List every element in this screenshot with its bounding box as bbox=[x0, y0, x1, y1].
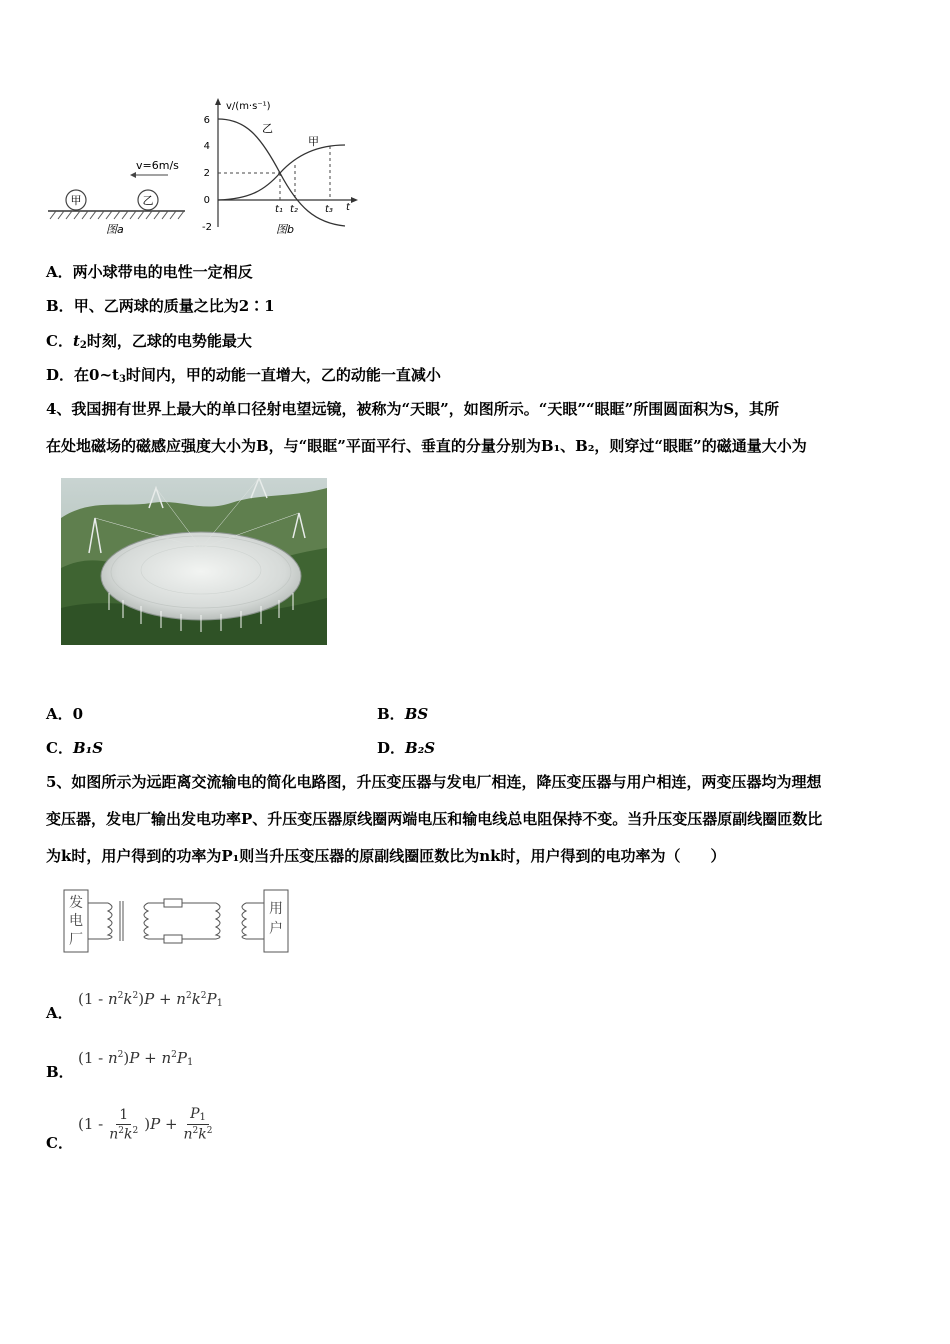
q5-stem-line-3: 为k时，用户得到的功率为P₁则当升压变压器的原副线圈匝数比为nk时，用户得到的电功率为（ ） bbox=[46, 847, 726, 865]
y-axis-label: v/(m·s⁻¹) bbox=[226, 101, 271, 112]
q3-option-b[interactable] bbox=[46, 296, 275, 316]
y-tick-6: 6 bbox=[203, 115, 210, 126]
y-tick-4: 4 bbox=[203, 141, 210, 152]
figure-a bbox=[48, 159, 185, 236]
option-text: 时间内，甲的动能一直增大，乙的动能一直减小 bbox=[125, 366, 441, 384]
plant-label-2: 电 bbox=[69, 913, 83, 929]
option-label: D． bbox=[377, 739, 406, 757]
q4-option-b[interactable] bbox=[377, 704, 428, 724]
q4-stem-line-1: 4、我国拥有世界上最大的单口径射电望远镜，被称为“天眼”，如图所示。“天眼”“眼眶”所围圆面积为S，其所 bbox=[46, 400, 780, 418]
formula-b: $(1 - n^2)P + n^2P_1$ bbox=[78, 1049, 194, 1068]
transmission-circuit bbox=[60, 885, 292, 957]
plant-label-3: 厂 bbox=[69, 932, 83, 948]
option-label: C． bbox=[46, 739, 73, 757]
t2-label: t₂ bbox=[290, 204, 298, 215]
q5-option-a[interactable] bbox=[46, 1003, 73, 1023]
option-text: 时刻，乙球的电势能最大 bbox=[86, 332, 252, 350]
option-text: B₂S bbox=[405, 739, 436, 757]
y-tick-0: 0 bbox=[203, 195, 210, 206]
line-resistor-bottom bbox=[164, 935, 182, 943]
step-up-secondary-coil bbox=[144, 903, 148, 939]
curve-jia-label: 甲 bbox=[308, 135, 319, 148]
t3-label: t₃ bbox=[325, 204, 333, 215]
option-label: A． bbox=[46, 263, 73, 281]
q5-option-c[interactable] bbox=[46, 1133, 73, 1153]
step-up-primary-coil bbox=[108, 903, 112, 939]
plant-label-1: 发 bbox=[69, 895, 83, 911]
line-resistor-top bbox=[164, 899, 182, 907]
velocity-label: v=6m/s bbox=[136, 159, 179, 172]
q4-option-d[interactable] bbox=[377, 738, 435, 758]
option-label: B． bbox=[46, 1063, 74, 1081]
option-label: C． bbox=[46, 1134, 73, 1152]
fast-telescope-photo bbox=[61, 478, 327, 645]
option-text: 两小球带电的电性一定相反 bbox=[72, 263, 253, 281]
q4-option-a[interactable] bbox=[46, 704, 83, 724]
q3-option-a[interactable] bbox=[46, 262, 253, 282]
step-down-secondary-coil bbox=[242, 903, 246, 939]
option-text: 0 bbox=[72, 705, 84, 723]
figure-b bbox=[202, 98, 358, 236]
ball-jia-label: 甲 bbox=[70, 194, 82, 207]
q5-stem-line-1: 5、如图所示为远距离交流输电的简化电路图，升压变压器与发电厂相连，降压变压器与用户相连，两变压器均为理想 bbox=[46, 773, 822, 791]
q5-stem-line-2: 变压器，发电厂输出发电功率P、升压变压器原线圈两端电压和输电线总电阻保持不变。当升压变压器原副线圈匝数比 bbox=[46, 810, 823, 828]
option-sub: 2 bbox=[79, 340, 87, 351]
q4-stem-line-2: 在处地磁场的磁感应强度大小为B，与“眼眶”平面平行、垂直的分量分别为B₁、B₂，则穿过“眼眶”的磁通量大小为 bbox=[46, 437, 807, 455]
q3-option-c[interactable] bbox=[46, 331, 252, 356]
t1-label: t₁ bbox=[275, 204, 283, 215]
step-down-primary-coil bbox=[216, 903, 220, 939]
option-pre: 在0~t bbox=[74, 366, 119, 384]
y-tick-neg2: -2 bbox=[202, 222, 212, 233]
figure-a-caption: 图a bbox=[106, 223, 124, 236]
ball-yi-label: 乙 bbox=[142, 194, 154, 207]
formula-c: (1 - $\frac{1}{n^2k^2}$ )P + $\frac{P_1}{n^2k^2}$ bbox=[78, 1106, 213, 1143]
option-sub: 3 bbox=[118, 374, 126, 385]
option-text: 甲、乙两球的质量之比为2∶1 bbox=[73, 297, 275, 315]
curve-yi-label: 乙 bbox=[262, 122, 273, 135]
x-axis-label: t bbox=[346, 202, 350, 213]
y-tick-2: 2 bbox=[203, 168, 210, 179]
q5-option-b[interactable] bbox=[46, 1062, 74, 1082]
option-text: B₁S bbox=[72, 739, 104, 757]
user-label-2: 户 bbox=[269, 921, 283, 937]
option-label: B． bbox=[377, 705, 405, 723]
figure-ab bbox=[40, 95, 370, 245]
user-label-1: 用 bbox=[269, 901, 283, 917]
figure-b-caption: 图b bbox=[276, 223, 294, 236]
option-label: C． bbox=[46, 332, 73, 350]
formula-a: $(1 - n^2k^2)P + n^2k^2P_1$ bbox=[78, 990, 223, 1009]
option-text: BS bbox=[404, 705, 429, 723]
option-label: A． bbox=[46, 1004, 73, 1022]
q3-option-d[interactable] bbox=[46, 365, 441, 390]
option-label: A． bbox=[46, 705, 73, 723]
option-var: t bbox=[72, 332, 80, 350]
q4-option-c[interactable] bbox=[46, 738, 103, 758]
option-label: D． bbox=[46, 366, 75, 384]
option-label: B． bbox=[46, 297, 74, 315]
